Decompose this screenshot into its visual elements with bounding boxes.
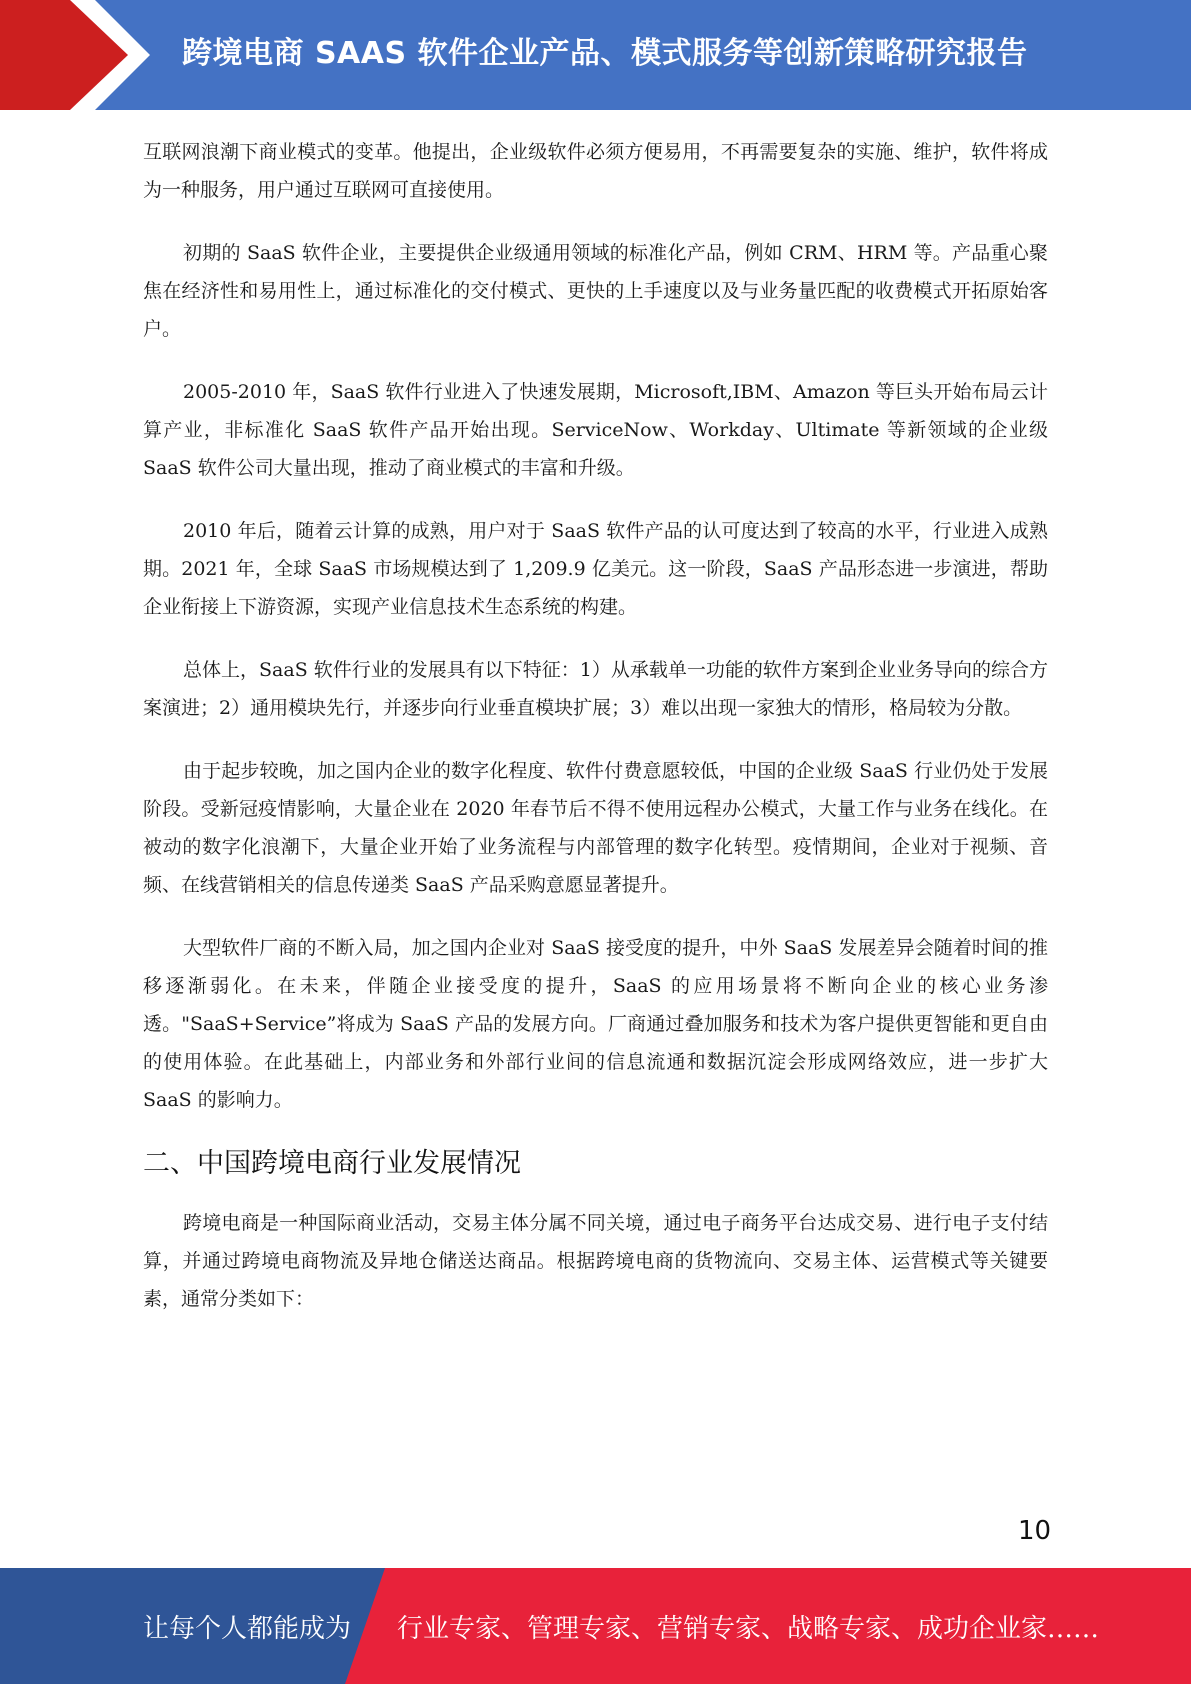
- footer-slogan-left: 让每个人都能成为: [143, 1614, 352, 1644]
- paragraph: 2005-2010 年，SaaS 软件行业进入了快速发展期，Microsoft,IBM、Amazon 等巨头开始布局云计算产业，非标准化 SaaS 软件产品开始出现。ServiceNow、Workday、Ultimate 等新领域的企业级 SaaS 软件公司大量出现，推动了商业模式的丰富和升级。: [143, 381, 1048, 479]
- section-paragraph: 跨境电商是一种国际商业活动，交易主体分属不同关境，通过电子商务平台达成交易、进行电子支付结算，并通过跨境电商物流及异地仓储送达商品。根据跨境电商的货物流向、交易主体、运营模式等关键要素，通常分类如下：: [143, 1212, 1048, 1310]
- main-content: [143, 133, 1048, 1343]
- page-footer: [0, 1568, 1191, 1684]
- paragraph: 大型软件厂商的不断入局，加之国内企业对 SaaS 接受度的提升，中外 SaaS 发展差异会随着时间的推移逐渐弱化。在未来，伴随企业接受度的提升，SaaS 的应用场景将不断向企业的核心业务渗透。"SaaS+Service”将成为 SaaS 产品的发展方向。厂商通过叠加服务和技术为客户提供更智能和更自由的使用体验。在此基础上，内部业务和外部行业间的信息流通和数据沉淀会形成网络效应，进一步扩大 SaaS 的影响力。: [143, 937, 1048, 1111]
- page-header: [0, 0, 1191, 110]
- paragraph: 2010 年后，随着云计算的成熟，用户对于 SaaS 软件产品的认可度达到了较高的水平，行业进入成熟期。2021 年，全球 SaaS 市场规模达到了 1,209.9 亿美元。这一阶段，SaaS 产品形态进一步演进，帮助企业衔接上下游资源，实现产业信息技术生态系统的构建。: [143, 520, 1048, 618]
- page-number: 10: [1018, 1516, 1052, 1546]
- footer-slogan-right: 行业专家、管理专家、营销专家、战略专家、成功企业家……: [397, 1614, 1100, 1644]
- report-title: 跨境电商 SAAS 软件企业产品、模式服务等创新策略研究报告: [182, 36, 1028, 71]
- section-heading: 二、中国跨境电商行业发展情况: [143, 1148, 521, 1179]
- paragraph: 总体上，SaaS 软件行业的发展具有以下特征：1）从承载单一功能的软件方案到企业业务导向的综合方案演进；2）通用模块先行，并逐步向行业垂直模块扩展；3）难以出现一家独大的情形，格局较为分散。: [143, 659, 1048, 719]
- paragraph: 由于起步较晚，加之国内企业的数字化程度、软件付费意愿较低，中国的企业级 SaaS 行业仍处于发展阶段。受新冠疫情影响，大量企业在 2020 年春节后不得不使用远程办公模式，大量工作与业务在线化。在被动的数字化浪潮下，大量企业开始了业务流程与内部管理的数字化转型。疫情期间，企业对于视频、音频、在线营销相关的信息传递类 SaaS 产品采购意愿显著提升。: [143, 760, 1048, 896]
- paragraph: 互联网浪潮下商业模式的变革。他提出，企业级软件必须方便易用，不再需要复杂的实施、维护，软件将成为一种服务，用户通过互联网可直接使用。: [143, 141, 1048, 201]
- header-arrow-decoration: [0, 0, 160, 110]
- paragraph: 初期的 SaaS 软件企业，主要提供企业级通用领域的标准化产品，例如 CRM、HRM 等。产品重心聚焦在经济性和易用性上，通过标准化的交付模式、更快的上手速度以及与业务量匹配的收费模式开拓原始客户。: [143, 242, 1048, 340]
